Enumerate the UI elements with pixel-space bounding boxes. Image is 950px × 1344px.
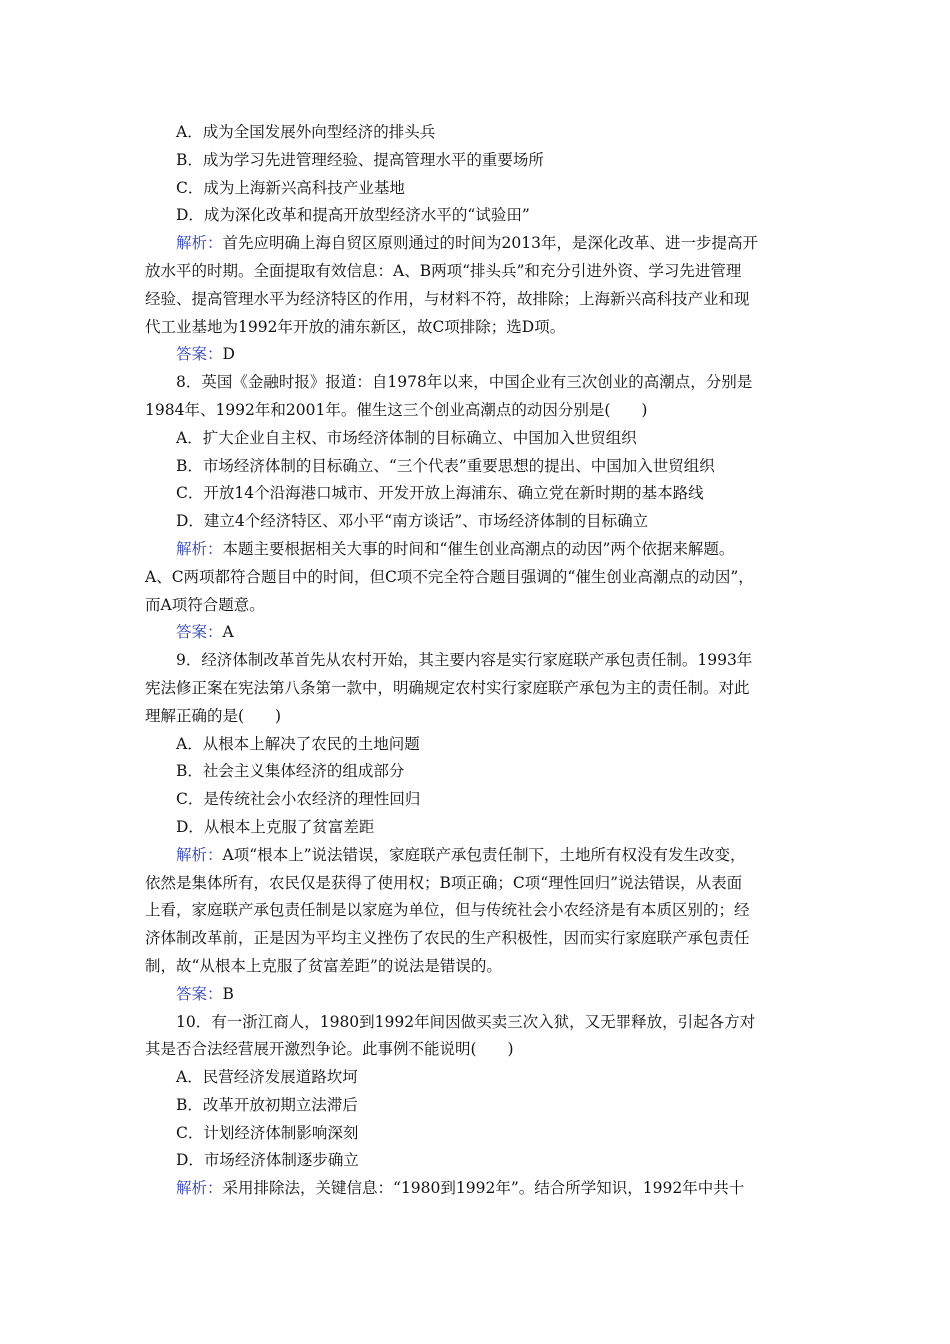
option-b: B．改革开放初期立法滞后	[176, 1095, 358, 1114]
analysis-label: 解析：	[176, 1179, 223, 1198]
option-d: D．建立4个经济特区、邓小平“南方谈话”、市场经济体制的目标确立	[176, 512, 649, 531]
option-d: D．市场经济体制逐步确立	[176, 1151, 359, 1170]
analysis-line: 解析：首先应明确上海自贸区原则通过的时间为2013年，是深化改革、进一步提高开	[176, 234, 758, 253]
option-c: C．计划经济体制影响深刻	[176, 1123, 359, 1142]
question-stem: 9．经济体制改革首先从农村开始，其主要内容是实行家庭联产承包责任制。1993年	[176, 651, 753, 670]
option-b: B．成为学习先进管理经验、提高管理水平的重要场所	[176, 150, 544, 169]
analysis-line: 依然是集体所有，农民仅是获得了使用权；B项正确；C项“理性回归”说法错误，从表面	[145, 873, 743, 892]
question-stem: 宪法修正案在宪法第八条第一款中，明确规定农村实行家庭联产承包为主的责任制。对此	[145, 678, 750, 697]
option-d: D．从根本上克服了贫富差距	[176, 817, 375, 836]
analysis-line: 解析：A项“根本上”说法错误，家庭联产承包责任制下，土地所有权没有发生改变，	[176, 845, 746, 864]
answer-line	[145, 341, 817, 369]
analysis-line: 解析：本题主要根据相关大事的时间和“催生创业高潮点的动因”两个依据来解题。	[176, 539, 735, 558]
option-c: C．开放14个沿海港口城市、开发开放上海浦东、确立党在新时期的基本路线	[176, 484, 704, 503]
analysis-line: 制，故“从根本上克服了贫富差距”的说法是错误的。	[145, 956, 502, 975]
question-9	[145, 647, 817, 1008]
option-a: A．民营经济发展道路坎坷	[176, 1068, 358, 1087]
analysis-label: 解析：	[176, 234, 223, 253]
answer-line	[145, 619, 817, 647]
option-c: C．成为上海新兴高科技产业基地	[176, 178, 405, 197]
option-b: B．社会主义集体经济的组成部分	[176, 762, 405, 781]
option-a: A．成为全国发展外向型经济的排头兵	[176, 123, 436, 141]
option-a: A．从根本上解决了农民的土地问题	[176, 734, 420, 753]
analysis-label: 解析：	[176, 539, 223, 558]
analysis-line: 代工业基地为1992年开放的浦东新区，故C项排除；选D项。	[145, 317, 566, 336]
question-stem: 8．英国《金融时报》报道：自1978年以来，中国企业有三次创业的高潮点，分别是	[176, 373, 753, 392]
analysis-line: 上看，家庭联产承包责任制是以家庭为单位，但与传统社会小农经济是有本质区别的；经	[145, 901, 750, 920]
question-stem: 理解正确的是( )	[145, 706, 282, 725]
answer-label: 答案：	[176, 345, 223, 364]
analysis-line: A、C两项都符合题目中的时间，但C项不完全符合题目强调的“催生创业高潮点的动因”，	[145, 567, 754, 586]
answer-label: 答案：	[176, 623, 223, 642]
question-7	[145, 119, 817, 369]
option-d: D．成为深化改革和提高开放型经济水平的“试验田”	[176, 206, 530, 225]
document-page	[145, 119, 817, 1203]
analysis-line: 而A项符合题意。	[145, 595, 265, 614]
answer-label: 答案：	[176, 984, 223, 1003]
question-8	[145, 369, 817, 647]
question-stem: 1984年、1992年和2001年。催生这三个创业高潮点的动因分别是( )	[145, 400, 648, 419]
analysis-line: 解析：采用排除法，关键信息：“1980到1992年”。结合所学知识，1992年中共十	[176, 1179, 745, 1198]
answer-value: B	[222, 984, 234, 1003]
option-a: A．扩大企业自主权、市场经济体制的目标确立、中国加入世贸组织	[176, 428, 637, 447]
option-c: C．是传统社会小农经济的理性回归	[176, 790, 421, 809]
question-10	[145, 1009, 817, 1204]
analysis-line: 经验、提高管理水平为经济特区的作用，与材料不符，故排除；上海新兴高科技产业和现	[145, 289, 750, 308]
analysis-label: 解析：	[176, 845, 223, 864]
answer-value: A	[222, 623, 234, 642]
question-stem: 其是否合法经营展开激烈争论。此事例不能说明( )	[145, 1040, 514, 1059]
analysis-line: 放水平的时期。全面提取有效信息：A、B两项“排头兵”和充分引进外资、学习先进管理	[145, 261, 742, 280]
answer-line	[145, 981, 817, 1009]
question-stem: 10．有一浙江商人，1980到1992年间因做买卖三次入狱，又无罪释放，引起各方对	[176, 1012, 756, 1031]
option-b: B．市场经济体制的目标确立、“三个代表”重要思想的提出、中国加入世贸组织	[176, 456, 715, 475]
answer-value: D	[222, 345, 235, 364]
analysis-line: 济体制改革前，正是因为平均主义挫伤了农民的生产积极性，因而实行家庭联产承包责任	[145, 929, 750, 948]
